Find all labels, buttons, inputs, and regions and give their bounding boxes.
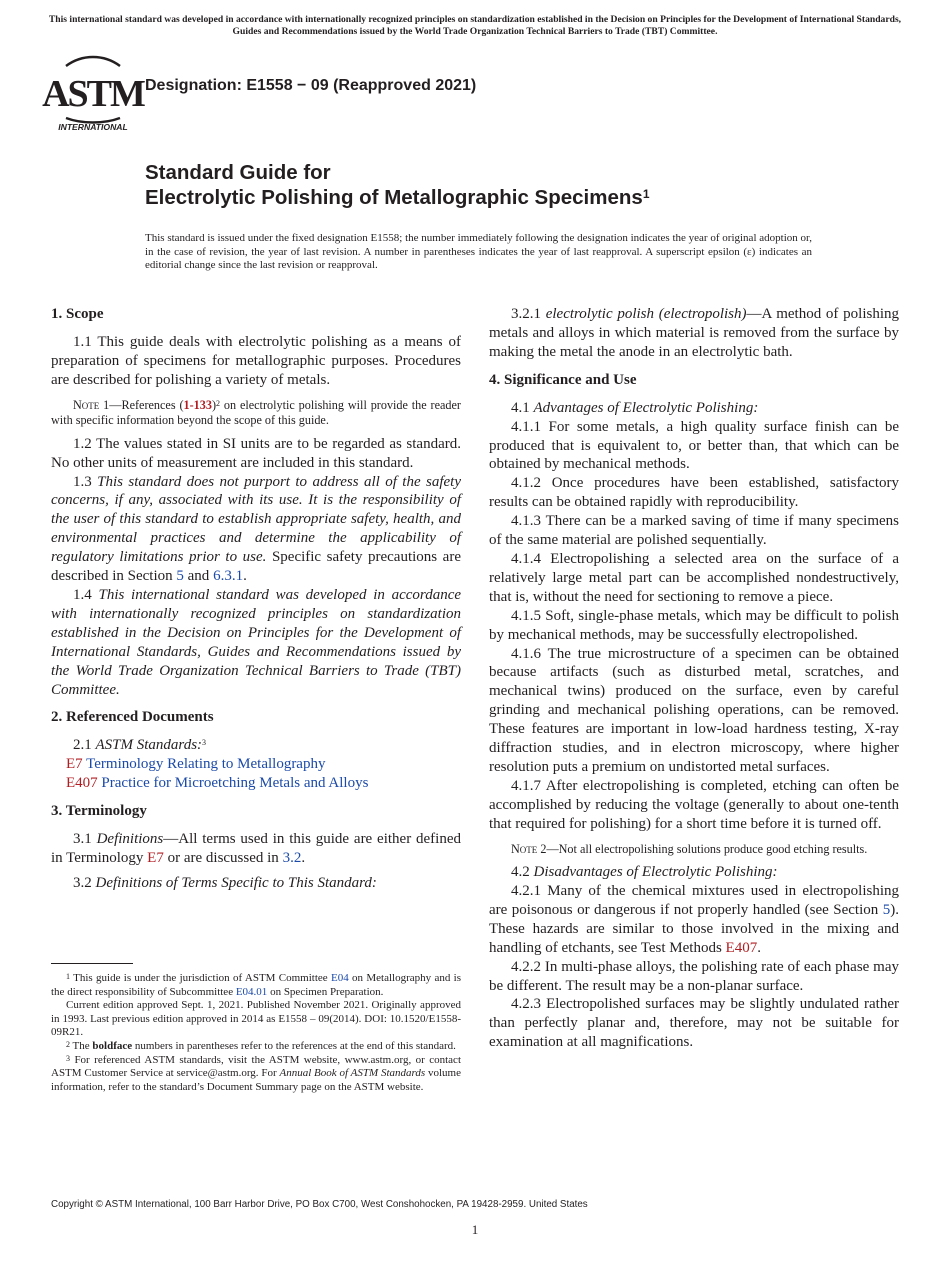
para-4-1-2: 4.1.2 Once procedures have been established, satisfactory results can be obtained rapidly with reproducibility.	[489, 475, 899, 511]
copyright-notice: Copyright © ASTM International, 100 Barr Harbor Drive, PO Box C700, West Conshohocken, PA 19428-2959. United States	[51, 1199, 588, 1210]
para-2-1: 2.1 ASTM Standards:$^3$	[73, 737, 207, 754]
footnotes	[51, 963, 461, 1094]
para-4-1-6: 4.1.6 The true microstructure of a specimen can be obtained because artifacts (such as disturbed metal, scratches, and mechanical twins) produced on the surface, even by careful grinding and mechanical polishing operations, can be removed. These features are important in low-load hardness testing, X-ray diffraction studies, and in electron microscopy, where higher resolution puts a premium on undistorted metal surfaces.	[489, 645, 899, 775]
para-3-1: 3.1 Definitions—All terms used in this guide are either defined in Terminology E7 or are discussed in 3.2.	[51, 831, 462, 867]
section-3-2-link[interactable]: 3.2	[282, 850, 302, 867]
para-4-2: 4.2 Disadvantages of Electrolytic Polishing:	[511, 864, 778, 881]
section-heading-referenced-documents: 2. Referenced Documents	[51, 709, 214, 726]
title-text: Electrolytic Polishing of Metallographic Specimens	[145, 186, 643, 209]
footnote-1-edition: Current edition approved Sept. 1, 2021. Published November 2021. Originally approved in 1993. Last previous edition approved in 2014 as E1558 – 09(2014). DOI: 10.1520/E1558-09R21.	[51, 999, 461, 1039]
reference-e7[interactable]: E7 Terminology Relating to Metallography	[66, 756, 326, 773]
top-notice: This international standard was developed in accordance with internationally recognized principles on standardization established in the Decision on Principles for the Development of International Standards, Guides and Recommendations issued by the World Trade Organization Technical Barriers to Trade (TBT) Committee.	[48, 14, 902, 37]
page-number: 1	[471, 1222, 479, 1237]
para-1-4: 1.4 This international standard was developed in accordance with internationally recognized principles on standardization established in the Decision on Principles for the Development of International Standards, Guides and Recommendations issued by the World Trade Organization Technical Barriers to Trade (TBT) Committee.	[51, 586, 462, 698]
para-4-1: 4.1 Advantages of Electrolytic Polishing:	[511, 399, 759, 416]
section-6-3-1-link[interactable]: 6.3.1	[213, 568, 244, 585]
test-methods-e407-link[interactable]: E407	[725, 939, 758, 956]
para-4-1-1: 4.1.1 For some metals, a high quality surface finish can be produced that is equivalent to, or better than, that which can be obtained by mechanical methods.	[489, 418, 899, 473]
para-1-1: 1.1 This guide deals with electrolytic polishing as a means of preparation of specimens for metallographic purposes. Procedures are described for polishing a variety of metals.	[51, 334, 461, 388]
note-2: Note 2—Not all electropolishing solutions produce good etching results.	[511, 841, 868, 856]
section-5-link-2[interactable]: 5	[882, 901, 891, 918]
para-4-1-5: 4.1.5 Soft, single-phase metals, which may be difficult to polish by mechanical methods, may be successfully electropolished.	[489, 607, 899, 643]
section-heading-scope: 1. Scope	[51, 306, 104, 322]
right-column	[489, 305, 899, 1052]
section-5-link[interactable]: 5	[176, 568, 184, 585]
footnote-1: $^1$ This guide is under the jurisdiction of ASTM Committee E04 on Metallography and is the direct responsibility of Subcommittee E04.01 on Specimen Preparation.	[51, 972, 461, 998]
para-4-1-3: 4.1.3 There can be a marked saving of time if many specimens of the same material are polished sequentially.	[489, 513, 899, 549]
reference-e7-code[interactable]: E7	[66, 756, 83, 773]
note-1: Note 1—References $(1-133)^2$ on electrolytic polishing will provide the reader with specific information beyond the scope of this guide.	[51, 397, 461, 428]
terminology-e7-link[interactable]: E7	[147, 850, 164, 867]
section-heading-significance: 4. Significance and Use	[489, 371, 637, 388]
para-1-3: 1.3 This standard does not purport to address all of the safety concerns, if any, associated with its use. It is the responsibility of the user of this standard to establish appropriate safety, health, and environmental practices and determine the applicability of regulatory limitations prior to use. Specific safety precautions are described in Section 5 and 6.3.1.	[51, 473, 462, 585]
title-line-2	[145, 185, 845, 210]
para-4-1-4: 4.1.4 Electropolishing a selected area on the surface of a relatively large metal part can be accomplished nondestructively, that is, without the need for sectioning to remove a piece.	[489, 550, 899, 605]
reference-e407-code[interactable]: E407	[66, 775, 98, 792]
svg-text:INTERNATIONAL: INTERNATIONAL	[58, 122, 128, 132]
svg-text:ASTM: ASTM	[42, 73, 144, 115]
title-footnote-mark: 1	[642, 187, 650, 201]
para-4-2-3: 4.2.3 Electropolished surfaces may be slightly undulated rather than perfectly planar and, therefore, may not be suitable for examination at all magnifications.	[489, 996, 899, 1051]
footnote-2: $^2$ The boldface numbers in parentheses refer to the references at the end of this standard.	[66, 1039, 456, 1052]
para-4-1-7: 4.1.7 After electropolishing is completed, etching can often be accomplished by reducing the voltage (generally to about one-tenth that required for polishing) for a short time before it is turned off.	[489, 777, 899, 832]
document-title	[145, 160, 845, 210]
para-3-2: 3.2 Definitions of Terms Specific to This Standard:	[73, 874, 377, 891]
committee-e04-link[interactable]: E04	[330, 972, 349, 984]
footnote-divider	[51, 963, 133, 964]
ref-link-1-133[interactable]: 1-133	[183, 397, 212, 412]
para-4-2-2: 4.2.2 In multi-phase alloys, the polishing rate of each phase may be different. The result may be a non-planar surface.	[489, 958, 899, 994]
footnote-3: $^3$ For referenced ASTM standards, visit the ASTM website, www.astm.org, or contact ASTM Customer Service at service@astm.org. For Annual Book of ASTM Standards volume information, refer to the standard’s Document Summary page on the ASTM website.	[51, 1053, 461, 1093]
para-4-2-1: 4.2.1 Many of the chemical mixtures used in electropolishing are poisonous or dangerous if not properly handled (see Section 5). These hazards are similar to those involved in the mixing and handling of etchants, see Test Methods E407.	[489, 882, 899, 956]
title-line-1: Standard Guide for	[145, 161, 331, 184]
left-column	[51, 305, 461, 893]
reference-e407[interactable]: E407 Practice for Microetching Metals and Alloys	[66, 775, 369, 792]
para-3-2-1: 3.2.1 electrolytic polish (electropolish)—A method of polishing metals and alloys in which material is removed from the surface by making the metal the anode in an electrolytic bath.	[489, 306, 899, 360]
para-1-2: 1.2 The values stated in SI units are to be regarded as standard. No other units of measurement are included in this standard.	[51, 435, 461, 471]
issuance-note: This standard is issued under the fixed designation E1558; the number immediately following the designation indicates the year of original adoption or, in the case of revision, the year of last revision. A number in parentheses indicates the year of last reapproval. A superscript epsilon (ε) indicates an editorial change since the last revision or reapproval.	[145, 232, 812, 272]
astm-logo	[42, 58, 144, 132]
section-heading-terminology: 3. Terminology	[51, 803, 147, 820]
subcommittee-e04-01-link[interactable]: E04.01	[235, 985, 268, 998]
designation: Designation: E1558 − 09 (Reapproved 2021)	[145, 77, 477, 94]
